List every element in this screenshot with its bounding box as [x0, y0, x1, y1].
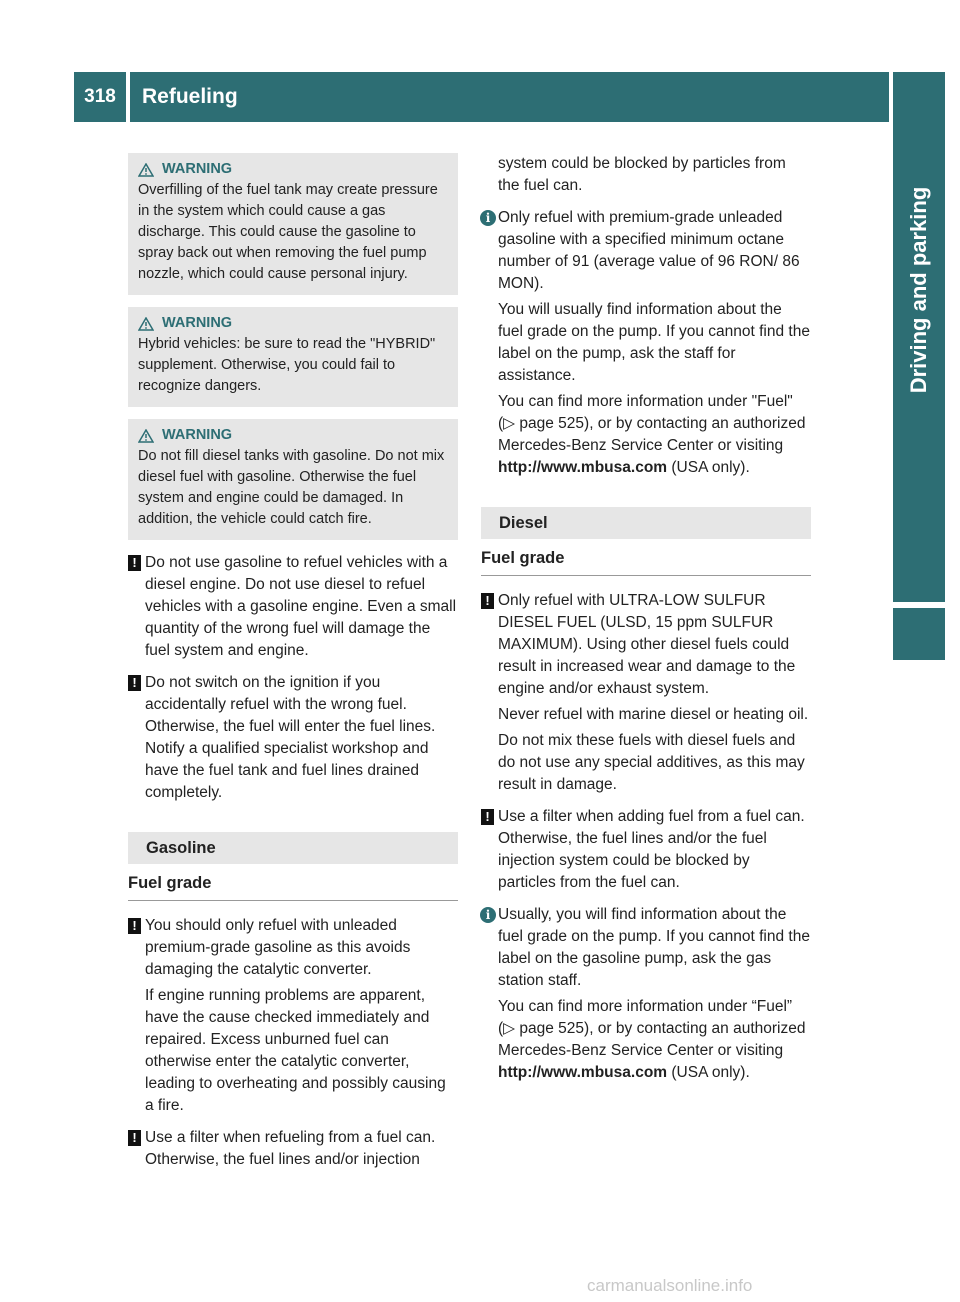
chapter-tab-label: Driving and parking	[906, 186, 931, 394]
left-column	[128, 153, 458, 1181]
note-text: You will usually find information about the fuel grade on the pump. If you cannot find the label on the pump, ask the staff for assistance.	[498, 301, 810, 384]
note-text: Use a filter when refueling from a fuel can. Otherwise, the fuel lines and/or injection	[145, 1129, 436, 1168]
warning-title: WARNING	[162, 161, 233, 177]
info-icon: i	[480, 907, 496, 923]
warning-triangle-icon	[138, 163, 154, 177]
note-text: Only refuel with premium-grade unleaded gasoline with a specified minimum octane number of 91 (average value of 96 RON/ 86 MON).	[498, 209, 800, 292]
note-text: You can find more information under "Fuel" (▷ page 525), or by contacting an authorized Mercedes-Benz Service Center or visiting http://www.mbusa.com (USA only).	[498, 393, 806, 476]
warning-text: Do not fill diesel tanks with gasoline. Do not mix diesel fuel with gasoline. Otherwise the fuel system and engine could be damaged. In addition, the vehicle could catch fire.	[138, 448, 445, 527]
note-text: Do not mix these fuels with diesel fuels and do not use any special additives, as this may result in damage.	[498, 732, 805, 793]
exclamation-icon: !	[481, 593, 494, 609]
warning-text: Hybrid vehicles: be sure to read the "HYBRID" supplement. Otherwise, you could fail to recognize dangers.	[138, 336, 436, 394]
caution-note-continued	[481, 153, 811, 197]
caution-note	[481, 806, 811, 894]
section-heading-gasoline: Gasoline	[128, 832, 458, 864]
exclamation-icon: !	[128, 918, 141, 934]
note-text: Only refuel with ULTRA-LOW SULFUR DIESEL FUEL (ULSD, 15 ppm SULFUR MAXIMUM). Using other diesel fuels could result in increased wear and damage to the engine and/or exhaust system.	[498, 592, 796, 697]
exclamation-icon: !	[128, 555, 141, 571]
website-link[interactable]: http://www.mbusa.com	[498, 1064, 668, 1081]
info-icon: i	[480, 210, 496, 226]
note-text: Do not use gasoline to refuel vehicles with a diesel engine. Do not use diesel to refuel vehicles with a gasoline engine. Even a small quantity of the wrong fuel will damage the fuel system and engine.	[145, 554, 457, 659]
warning-triangle-icon	[138, 317, 154, 331]
exclamation-icon: !	[128, 675, 141, 691]
info-note	[481, 904, 811, 1084]
warning-title: WARNING	[162, 427, 233, 443]
exclamation-icon: !	[481, 809, 494, 825]
subheading-fuel-grade: Fuel grade	[481, 539, 811, 576]
note-text: If engine running problems are apparent, have the cause checked immediately and repaired. Excess unburned fuel can otherwise enter the catalytic converter, leading to overheating and possibly causing a fire.	[145, 987, 446, 1114]
caution-note	[128, 672, 458, 804]
note-text: You can find more information under “Fuel” (▷ page 525), or by contacting an authorized Mercedes-Benz Service Center or visiting http://www.mbusa.com (USA only).	[498, 998, 806, 1081]
caution-note	[128, 1127, 458, 1171]
note-text: Use a filter when adding fuel from a fuel can. Otherwise, the fuel lines and/or the fuel injection system could be blocked by particles from the fuel can.	[498, 808, 805, 891]
note-text: You should only refuel with unleaded premium-grade gasoline as this avoids damaging the catalytic converter.	[145, 917, 411, 978]
note-text: Never refuel with marine diesel or heating oil.	[498, 706, 809, 723]
warning-text: Overfilling of the fuel tank may create pressure in the system which could cause a gas discharge. This could cause the gasoline to spray back out when removing the fuel pump nozzle, which could cause personal injury.	[138, 182, 438, 282]
warning-box	[128, 419, 458, 540]
subheading-fuel-grade: Fuel grade	[128, 864, 458, 901]
note-text: system could be blocked by particles from the fuel can.	[498, 155, 786, 194]
section-heading-diesel: Diesel	[481, 507, 811, 539]
warning-triangle-icon	[138, 429, 154, 443]
warning-title: WARNING	[162, 315, 233, 331]
caution-note	[481, 590, 811, 796]
warning-box	[128, 153, 458, 295]
chapter-tab-marker	[893, 608, 945, 660]
watermark: carmanualsonline.info	[587, 1276, 753, 1295]
info-note	[481, 207, 811, 479]
website-link[interactable]: http://www.mbusa.com	[498, 459, 668, 476]
note-text: Do not switch on the ignition if you accidentally refuel with the wrong fuel. Otherwise, the fuel will enter the fuel lines. Notify a qualified specialist workshop and have the fuel tank and fuel lines drained completely.	[145, 674, 436, 801]
right-column	[481, 153, 811, 1094]
caution-note	[128, 552, 458, 662]
caution-note	[128, 915, 458, 1117]
note-text: Usually, you will find information about the fuel grade on the pump. If you cannot find the label on the gasoline pump, ask the gas station staff.	[498, 906, 810, 989]
warning-box	[128, 307, 458, 407]
page-number: 318	[74, 72, 126, 122]
page-title: Refueling	[130, 72, 889, 122]
exclamation-icon: !	[128, 1130, 141, 1146]
